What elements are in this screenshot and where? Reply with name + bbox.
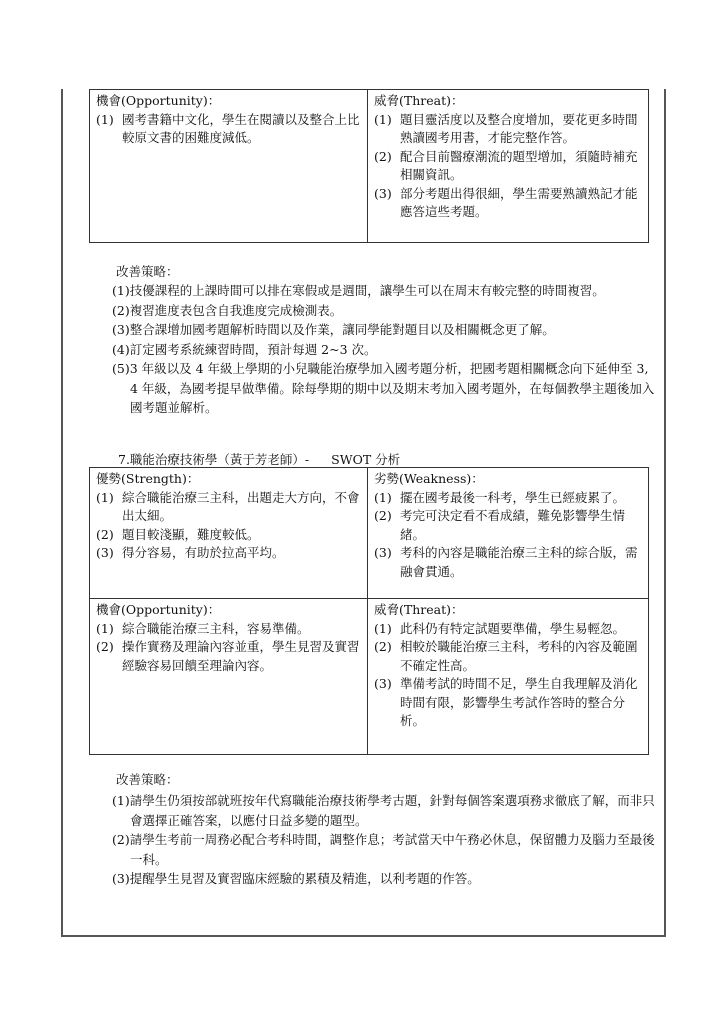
opportunity-cell [90, 599, 368, 755]
threat-title: 威脅(Threat)： [374, 93, 464, 108]
strength-cell [90, 468, 368, 599]
list-item: (1) 綜合職能治療三主科，容易準備。 [96, 620, 310, 636]
list-item: (3)整合課增加國考題解析時間以及作業，讓同學能對題目以及相關概念更了解。 [112, 322, 555, 337]
threat-cell [368, 599, 649, 755]
threat-title: 威脅(Threat)： [374, 602, 464, 617]
list-item: (3) 部分考題出得很細，學生需要熟讀熟記才能應答這些考題。 [374, 185, 638, 219]
strategy-2-title: 改善策略： [116, 772, 179, 787]
swot-table-1 [89, 89, 649, 243]
list-item: (2) 考完可決定看不看成績，難免影響學生情緒。 [374, 508, 626, 542]
section-7-title [118, 450, 400, 468]
list-item: (3) 準備考試的時間不足，學生自我理解及消化時間有限，影響學生考試作答時的整合分析。 [374, 676, 638, 728]
threat-list [374, 620, 642, 731]
strategy-1-title: 改善策略： [116, 264, 179, 279]
strength-list [96, 489, 361, 563]
strategy-1-list [112, 281, 660, 418]
list-item: (2) 操作實務及理論內容並重，學生見習及實習經驗容易回饋至理論內容。 [96, 639, 360, 673]
weakness-title: 劣勢(Weakness)： [374, 471, 484, 486]
list-item: (1) 此科仍有特定試題要準備，學生易輕忽。 [374, 620, 626, 636]
opportunity-list [96, 111, 361, 148]
list-item: (1)請學生仍須按部就班按年代寫職能治療技術學考古題，針對每個答案選項務求徹底了解，而非只會選擇正確答案，以應付日益多變的題型。 [112, 793, 655, 828]
list-item: (3) 考科的內容是職能治療三主科的綜合版，需融會貫通。 [374, 545, 638, 579]
list-item: (2) 相較於職能治療三主科，考科的內容及範圍不確定性高。 [374, 639, 638, 673]
list-item: (1) 題目靈活度以及整合度增加，要花更多時間熟讀國考用書，才能完整作答。 [374, 111, 638, 145]
swot-table-2 [89, 467, 649, 755]
list-item: (4)訂定國考系統練習時間，預計每週 2~3 次。 [112, 341, 377, 357]
list-item: (3) 得分容易，有助於拉高平均。 [96, 545, 285, 560]
threat-cell [368, 90, 649, 243]
list-item: (1)技優課程的上課時間可以排在寒假或是週間，讓學生可以在周末有較完整的時間複習。 [112, 283, 605, 298]
list-item: (2)請學生考前一周務必配合考科時間，調整作息；考試當天中午務必休息，保留體力及腦力至最後一科。 [112, 832, 655, 867]
opportunity-list [96, 620, 361, 676]
threat-list [374, 111, 642, 222]
opportunity-title: 機會(Opportunity)： [96, 602, 221, 617]
list-item: (2) 配合目前醫療潮流的題型增加，須隨時補充相關資訊。 [374, 148, 638, 182]
swot-analysis-label: SWOT 分析 [331, 452, 401, 467]
section-7-heading: 7.職能治療技術學（黃于芳老師）- [118, 452, 310, 467]
strategy-2-list [112, 791, 660, 889]
list-item: (1) 擺在國考最後一科考，學生已經疲累了。 [374, 489, 626, 505]
list-item: (2)複習進度表包含自我進度完成檢測表。 [112, 302, 343, 318]
weakness-cell [368, 468, 649, 599]
list-item: (3)提醒學生見習及實習臨床經驗的累積及精進，以利考題的作答。 [112, 871, 480, 886]
list-item: (1) 綜合職能治療三主科，出題走大方向，不會出太細。 [96, 489, 360, 523]
list-item: (1) 國考書籍中文化，學生在閱讀以及整合上比較原文書的困難度減低。 [96, 111, 360, 145]
opportunity-cell [90, 90, 368, 243]
list-item: (2) 題目較淺顯，難度較低。 [96, 526, 260, 542]
weakness-list [374, 489, 642, 582]
strength-title: 優勢(Strength)： [96, 471, 200, 486]
list-item: (5)3 年級以及 4 年級上學期的小兒職能治療學加入國考題分析，把國考題相關概念向下延伸至 3, 4 年級，為國考提早做準備。除每學期的期中以及期末考加入國考題外，在每個教學主題後加入國考題並解析。 [112, 361, 655, 415]
opportunity-title: 機會(Opportunity)： [96, 93, 221, 108]
